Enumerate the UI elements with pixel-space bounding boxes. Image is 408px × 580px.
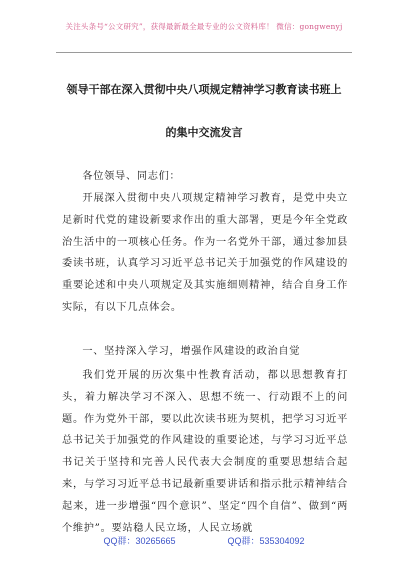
footer-qq-group-1: QQ群：30265665 (103, 536, 176, 546)
section-heading-1: 一、坚持深入学习，增强作风建设的政治自觉 (82, 346, 301, 357)
footer-contacts (0, 534, 408, 552)
salutation-block (62, 166, 348, 188)
salutation: 各位领导、同志们： (82, 171, 181, 182)
header-banner-text: 关注头条号“公文研究”，获得最新最全最专业的公文资料库！ 微信：gongwenyj (65, 21, 343, 31)
paragraph-1-block (62, 188, 348, 319)
paragraph-2-block (62, 365, 348, 539)
document-title-line-1: 领导干部在深入贯彻中央八项规定精神学习教育读书班上 (66, 83, 342, 96)
document-title-line-2: 的集中交流发言 (165, 126, 243, 139)
paragraph-1: 开展深入贯彻中央八项规定精神学习教育，是党中央立足新时代党的建设新要求作出的重大部署，更是今年全党政治生活中的一项核心任务。作为一名党外干部，通过参加县委读书班，认真学习习近平总书记关于加强党的作风建设的重要论述和中央八项规定及其实施细则精神，结合自身工作实际，有以下几点体会。 (62, 193, 348, 313)
paragraph-2: 我们党开展的历次集中性教育活动，都以思想教育打头，着力解决学习不深入、思想不统一、行动跟不上的问题。作为党外干部，要以此次读书班为契机，把学习习近平总书记关于加强党的作风建设的重要论述，与学习习近平总书记关于坚持和完善人民代表大会制度的重要思想结合起来，与学习习近平总书记最新重要讲话和指示批示精神结合起来，进一步增强“四个意识”、坚定“四个自信”、做到“两个维护”。要站稳人民立场，人民立场就 (62, 370, 348, 534)
header-divider (56, 52, 352, 53)
heading-1-block (62, 341, 348, 363)
header-banner (0, 0, 408, 52)
footer-qq-group-2: QQ群：535304092 (227, 536, 305, 546)
